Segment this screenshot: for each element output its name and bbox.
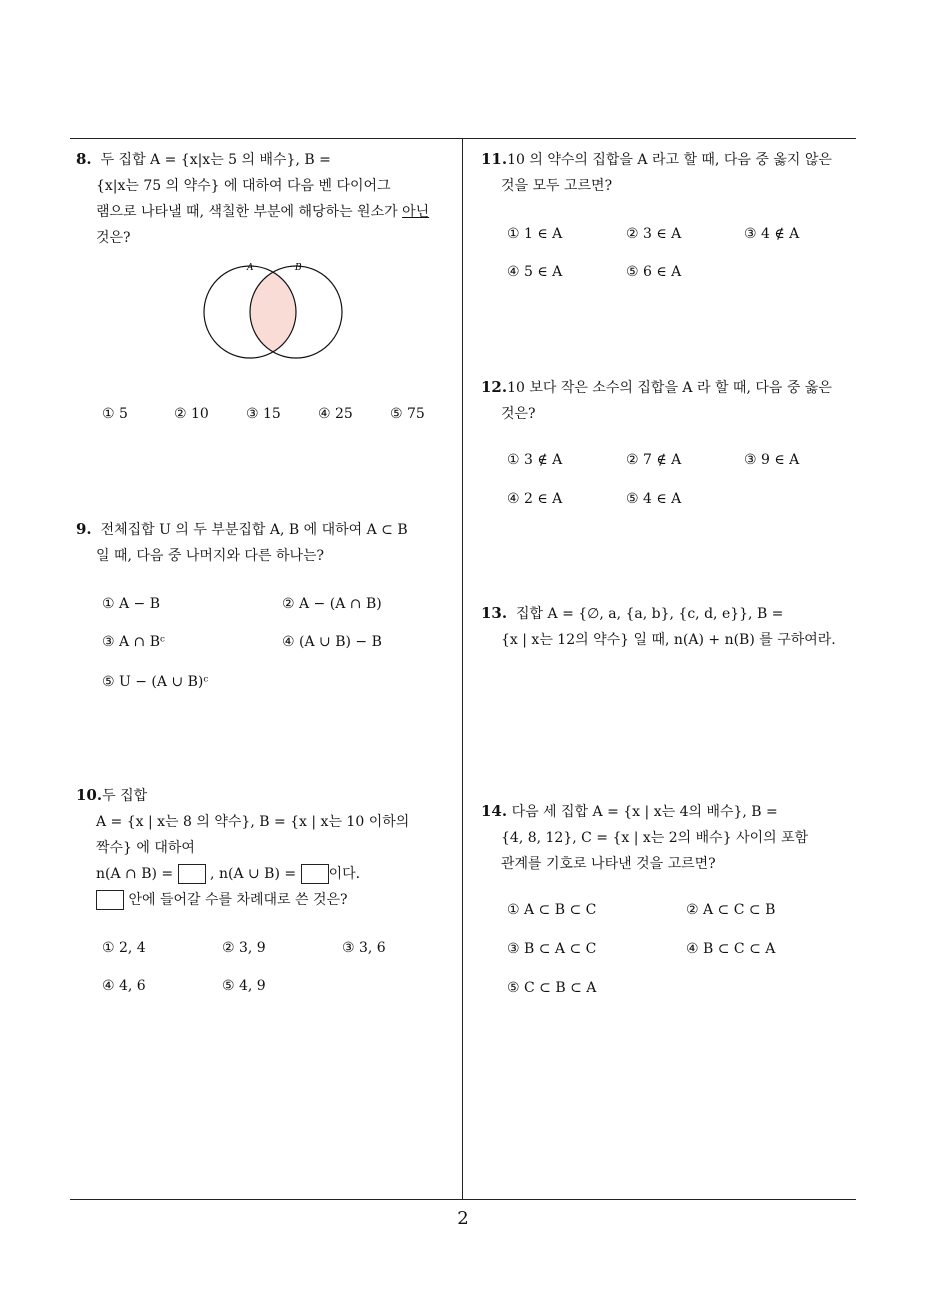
q8-option-3[interactable]: ③ 15 [246,406,281,422]
question-text-line: 램으로 나타낼 때, 색칠한 부분에 해당하는 원소가 [96,204,403,220]
question-text-line: {4, 8, 12}, C = {x | x는 2의 배수} 사이의 포함 [501,830,809,846]
question-9 [76,516,456,569]
q11-option-1[interactable]: ① 1 ∈ A [507,226,563,242]
question-10 [76,782,460,913]
q10-option-5[interactable]: ⑤ 4, 9 [222,978,266,994]
question-text-line: 안에 들어갈 수를 차례대로 쓴 것은? [124,892,348,908]
q9-option-2[interactable]: ② A − (A ∩ B) [282,596,382,612]
q11-option-3[interactable]: ③ 4 ∉ A [744,226,800,242]
question-text-line: 관계를 기호로 나타낸 것을 고르면? [501,856,716,872]
question-text-line: {x|x는 75 의 약수} 에 대하여 다음 벤 다이어그 [96,178,391,194]
question-8 [76,146,456,251]
q11-option-2[interactable]: ② 3 ∈ A [626,226,682,242]
question-text-line: 10 보다 작은 소수의 집합을 A 라 할 때, 다음 중 옳은 [507,380,832,396]
question-text-line: {x | x는 12의 약수} 일 때, n(A) + n(B) 를 구하여라. [501,632,836,648]
q9-option-1[interactable]: ① A − B [102,596,161,612]
question-number: 13. [481,604,508,622]
question-text-line: 집합 A = {∅, a, {a, b}, {c, d, e}}, B = [516,606,784,622]
question-text-line: 것을 모두 고르면? [501,178,613,194]
page-number: 2 [457,1208,469,1229]
question-text-line: 짝수} 에 대하여 [96,840,195,856]
answer-blank-box [301,864,329,884]
q12-option-2[interactable]: ② 7 ∉ A [626,452,682,468]
question-number: 9. [76,520,92,538]
underlined-word: 아닌 [402,204,430,220]
q14-option-3[interactable]: ③ B ⊂ A ⊂ C [507,941,597,957]
question-text-line: 다음 세 집합 A = {x | x는 4의 배수}, B = [511,804,778,820]
q14-option-1[interactable]: ① A ⊂ B ⊂ C [507,902,597,918]
question-title: 두 집합 [102,788,148,804]
question-number: 10. [76,786,103,804]
q14-option-5[interactable]: ⑤ C ⊂ B ⊂ A [507,980,597,996]
q12-option-5[interactable]: ⑤ 4 ∈ A [626,491,682,507]
question-number: 12. [481,378,508,396]
q14-option-2[interactable]: ② A ⊂ C ⊂ B [686,902,776,918]
q9-option-3[interactable]: ③ A ∩ Bᶜ [102,634,165,650]
question-text-line: 것은? [96,230,131,246]
question-11 [481,146,861,199]
venn-label-b: B [295,263,302,273]
q10-option-4[interactable]: ④ 4, 6 [102,978,146,994]
q11-option-4[interactable]: ④ 5 ∈ A [507,264,563,280]
question-text-line: n(A ∩ B) = [96,866,178,882]
question-number: 11. [481,150,508,168]
q12-option-4[interactable]: ④ 2 ∈ A [507,491,563,507]
q10-option-1[interactable]: ① 2, 4 [102,940,146,956]
question-text-line: 전체집합 U 의 두 부분집합 A, B 에 대하여 A ⊂ B [100,522,408,538]
q10-option-3[interactable]: ③ 3, 6 [342,940,386,956]
answer-blank-box [96,890,124,910]
q8-option-4[interactable]: ④ 25 [318,406,353,422]
question-text-line: 이다. [328,866,361,882]
top-rule [70,138,856,139]
question-text-line: 일 때, 다음 중 나머지와 다른 하나는? [96,548,324,564]
question-number: 14. [481,802,508,820]
question-text-line: 10 의 약수의 집합을 A 라고 할 때, 다음 중 옳지 않은 [507,152,832,168]
question-12 [481,374,861,427]
q9-option-5[interactable]: ⑤ U − (A ∪ B)ᶜ [102,674,209,690]
question-text-line: 것은? [501,406,536,422]
q10-option-2[interactable]: ② 3, 9 [222,940,266,956]
column-divider [462,138,463,1200]
q8-option-2[interactable]: ② 10 [174,406,209,422]
question-text-line: 두 집합 A = {x|x는 5 의 배수}, B = [100,152,331,168]
question-text-line: A = {x | x는 8 의 약수}, B = {x | x는 10 이하의 [96,814,410,830]
question-number: 8. [76,150,92,168]
question-13 [481,600,861,653]
q8-option-1[interactable]: ① 5 [102,406,128,422]
venn-diagram [200,258,360,362]
q9-option-4[interactable]: ④ (A ∪ B) − B [282,634,382,650]
q12-option-1[interactable]: ① 3 ∉ A [507,452,563,468]
bottom-rule [70,1199,856,1200]
q12-option-3[interactable]: ③ 9 ∈ A [744,452,800,468]
q8-option-5[interactable]: ⑤ 75 [390,406,425,422]
question-14 [481,798,861,877]
q14-option-4[interactable]: ④ B ⊂ C ⊂ A [686,941,776,957]
question-text-line: , n(A ∪ B) = [205,866,301,882]
answer-blank-box [178,864,206,884]
q11-option-5[interactable]: ⑤ 6 ∈ A [626,264,682,280]
venn-label-a: A [247,263,254,273]
